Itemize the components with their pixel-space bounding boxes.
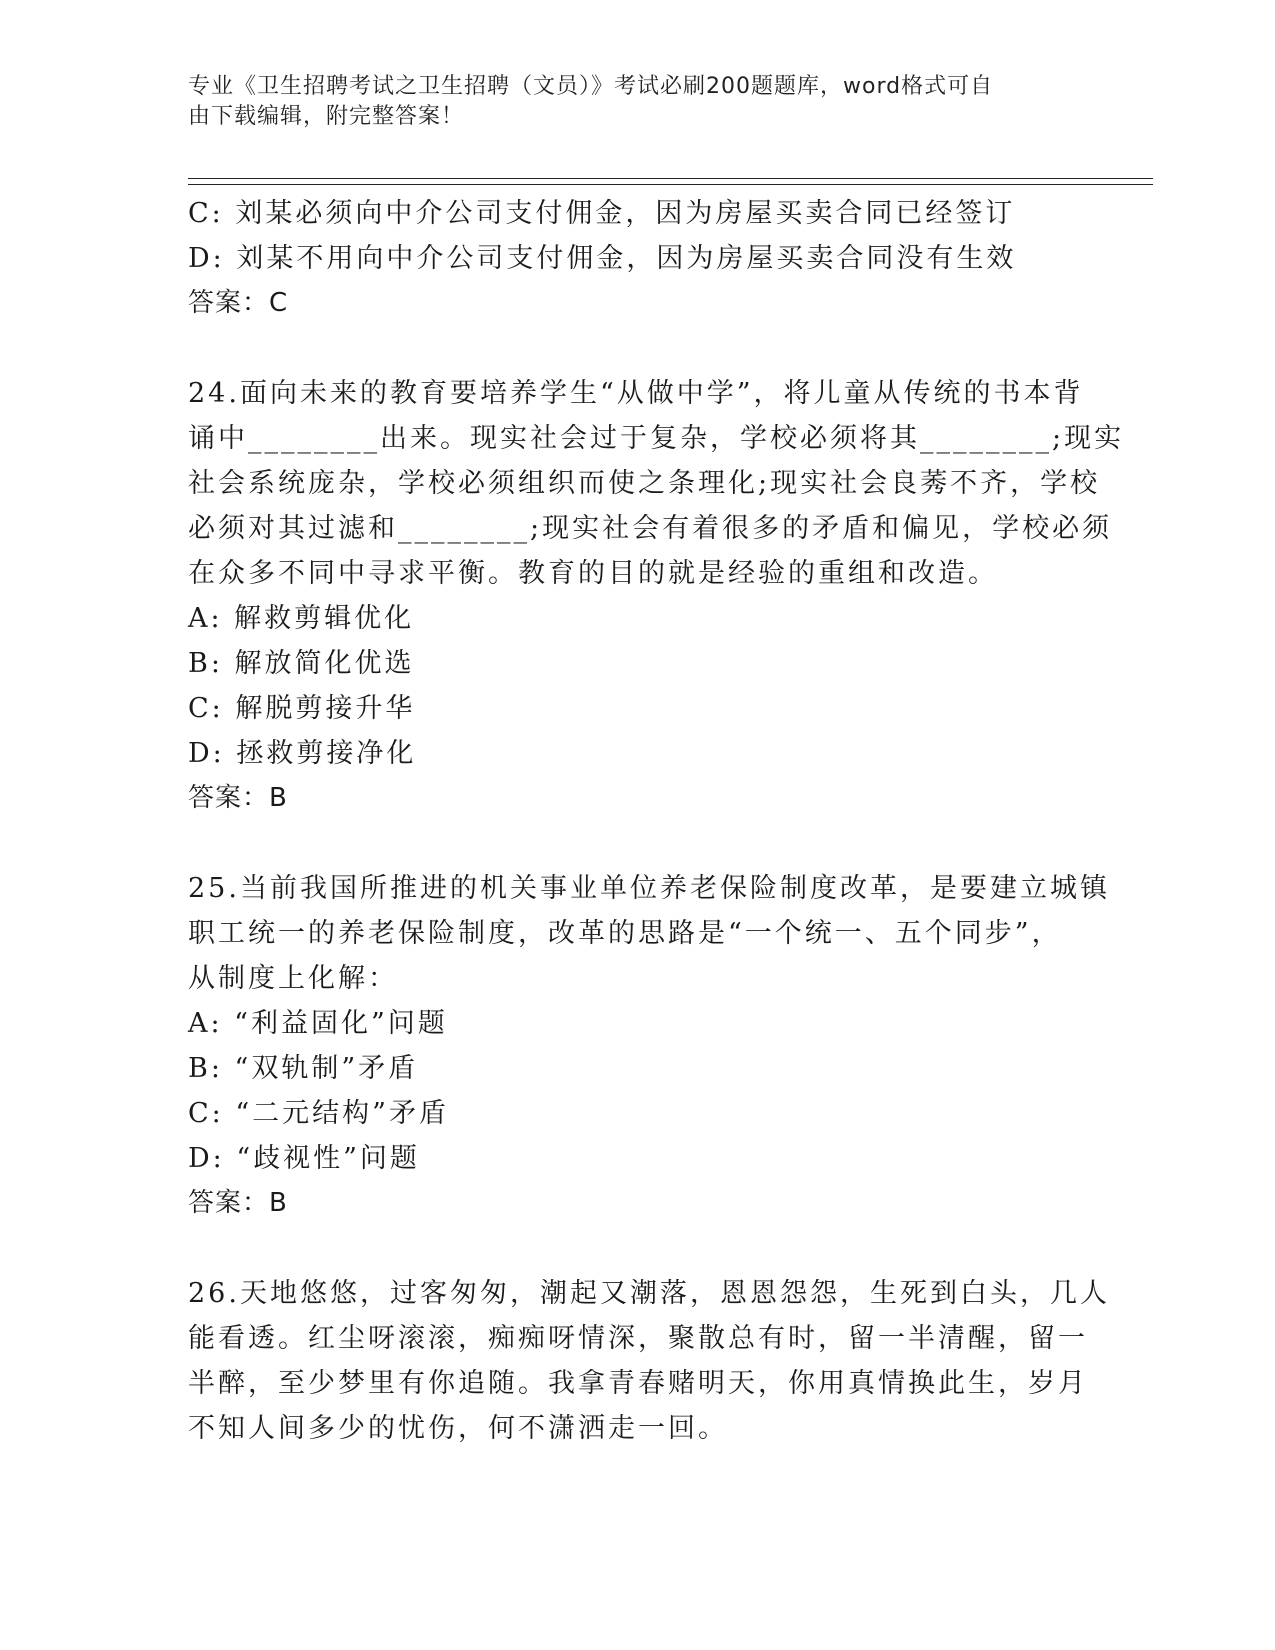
question-26: [188, 1271, 1110, 1451]
option-a: A: 解救剪辑优化: [188, 603, 415, 634]
header-title-line-2: 由下载编辑，附完整答案！: [188, 104, 465, 129]
answer-label: 答案：C: [188, 288, 289, 318]
option-c: C: 解脱剪接升华: [188, 693, 416, 724]
question-line: 能看透。红尘呀滚滚，痴痴呀情深，聚散总有时，留一半清醒，留一: [188, 1323, 1088, 1354]
option-d: D: “歧视性”问题: [188, 1143, 420, 1174]
answer-label: 答案：B: [188, 1188, 288, 1218]
question-text: [188, 866, 1110, 1001]
option-c: C: “二元结构”矛盾: [188, 1098, 449, 1129]
question-line: 诵中________出来。现实社会过于复杂，学校必须将其________;现实: [188, 423, 1125, 454]
question-25: [188, 866, 1110, 1226]
answer-label: 答案：B: [188, 783, 288, 813]
question-line: 半醉，至少梦里有你追随。我拿青春赌明天，你用真情换此生，岁月: [188, 1368, 1088, 1399]
question-line: 必须对其过滤和________;现实社会有着很多的矛盾和偏见，学校必须: [188, 513, 1113, 544]
option-b: B: 解放简化优选: [188, 648, 415, 679]
option-d: D: 刘某不用向中介公司支付佣金，因为房屋买卖合同没有生效: [188, 243, 1017, 274]
spacer: [188, 326, 1078, 371]
question-text: [188, 371, 1125, 596]
question-line: 社会系统庞杂，学校必须组织而使之条理化;现实社会良莠不齐，学校: [188, 468, 1101, 499]
question-text: [188, 1271, 1110, 1451]
question-23: [188, 191, 1078, 326]
spacer: [188, 821, 1078, 866]
option-b: B: “双轨制”矛盾: [188, 1053, 419, 1084]
option-d: D: 拯救剪接净化: [188, 738, 417, 769]
spacer: [188, 1226, 1078, 1271]
question-line: 25.当前我国所推进的机关事业单位养老保险制度改革，是要建立城镇: [188, 873, 1110, 904]
question-line: 在众多不同中寻求平衡。教育的目的就是经验的重组和改造。: [188, 558, 998, 589]
option-a: A: “利益固化”问题: [188, 1008, 448, 1039]
option-c: C: 刘某必须向中介公司支付佣金，因为房屋买卖合同已经签订: [188, 198, 1016, 229]
question-line: 从制度上化解：: [188, 963, 398, 994]
question-line: 职工统一的养老保险制度，改革的思路是“一个统一、五个同步”，: [188, 918, 1062, 949]
header-title-line-1: 专业《卫生招聘考试之卫生招聘（文员）》考试必刷200题题库，word格式可自: [188, 74, 994, 99]
header-divider-top: [188, 178, 1153, 179]
question-line: 26.天地悠悠，过客匆匆，潮起又潮落，恩恩怨怨，生死到白头，几人: [188, 1278, 1110, 1309]
document-header: [188, 72, 1068, 132]
question-24: [188, 371, 1125, 821]
question-content: [188, 191, 1125, 1451]
question-line: 24.面向未来的教育要培养学生“从做中学”，将儿童从传统的书本背: [188, 378, 1084, 409]
header-divider-bottom: [188, 184, 1153, 185]
question-line: 不知人间多少的忧伤，何不潇洒走一回。: [188, 1413, 728, 1444]
